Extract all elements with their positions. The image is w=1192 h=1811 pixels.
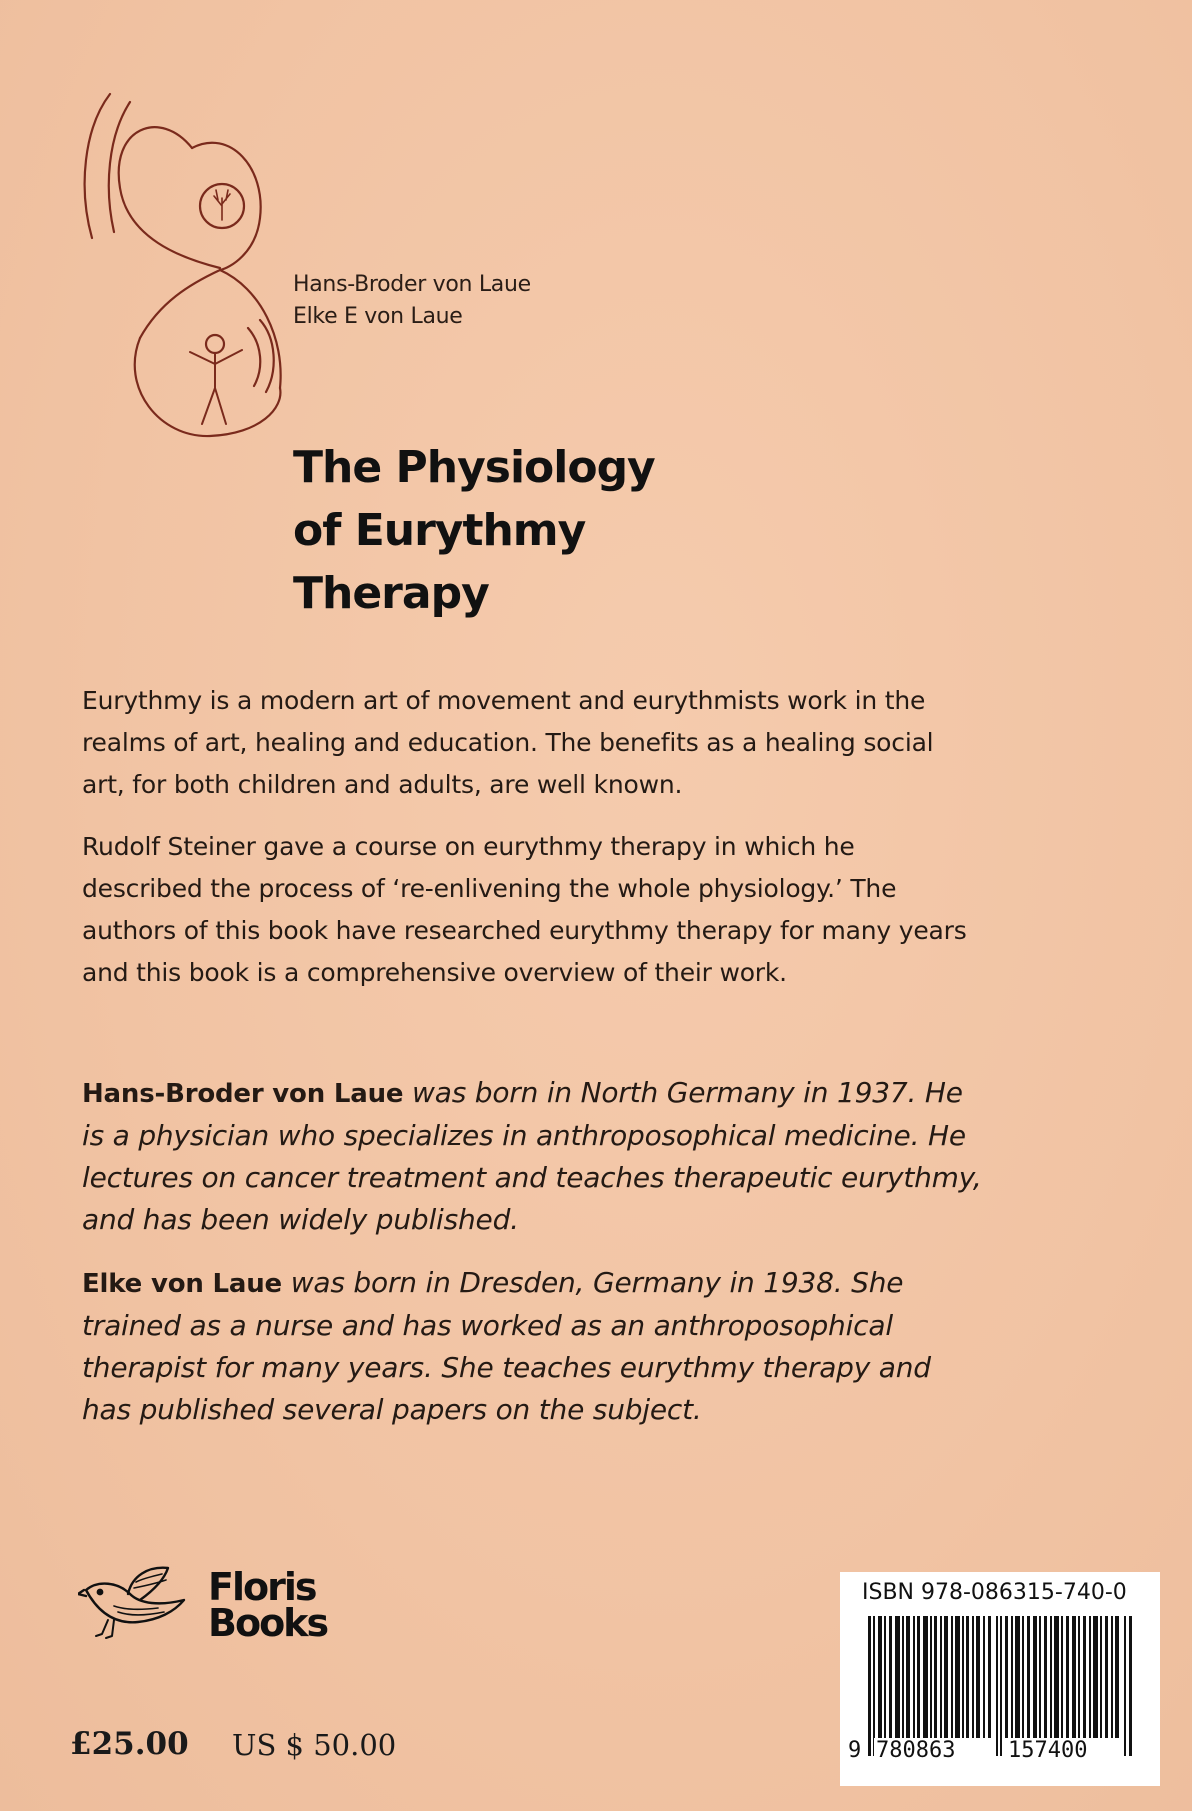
bio-name-2: Elke von Laue	[82, 1269, 282, 1299]
title-line-1: The Physiology	[293, 442, 655, 493]
isbn-barcode	[840, 1572, 1160, 1786]
author-line-2: Elke E von Laue	[293, 304, 463, 329]
title-line-2: of Eurythmy	[293, 505, 586, 556]
bio-text-2: was born in Dresden, Germany in 1938. She trained as a nurse and has worked as an anthroposophical therapist for many years. She teaches eurythmy therapy and has published several papers on the subject.	[82, 1266, 931, 1426]
publisher-name-line-2: Books	[208, 1601, 328, 1645]
publisher-name-line-1: Floris	[208, 1565, 316, 1609]
title-line-3: Therapy	[293, 568, 489, 619]
author-bio-2	[82, 1262, 982, 1431]
eurythmy-figure-logo	[70, 88, 300, 448]
barcode-digit-lead: 9	[848, 1738, 862, 1763]
barcode-digits-left: 780863	[876, 1738, 956, 1763]
barcode-bars	[868, 1616, 1136, 1756]
blurb-paragraph-2: Rudolf Steiner gave a course on eurythmy therapy in which he described the process of ‘re-enlivening the whole physiology.’ The authors of this book have researched eurythmy therapy for many years and this book is a comprehensive overview of their work.	[82, 832, 967, 987]
bio-name-1: Hans-Broder von Laue	[82, 1079, 404, 1109]
barcode-digits-right: 157400	[1008, 1738, 1088, 1763]
floris-bird-logo-icon	[78, 1560, 198, 1640]
bio-text-1: was born in North Germany in 1937. He is a physician who specializes in anthroposophical medicine. He lectures on cancer treatment and teaches therapeutic eurythmy, and has been widely published.	[82, 1076, 982, 1236]
author-line-1: Hans-Broder von Laue	[293, 272, 531, 297]
blurb-paragraph-1: Eurythmy is a modern art of movement and eurythmists work in the realms of art, healing and education. The benefits as a healing social art, for both children and adults, are well known.	[82, 686, 934, 799]
price-gbp: £25.00	[70, 1726, 189, 1762]
author-bio-1	[82, 1072, 982, 1241]
isbn-label: ISBN 978-086315-740-0	[862, 1580, 1127, 1605]
book-title	[293, 436, 655, 625]
price-usd: US $ 50.00	[232, 1728, 397, 1762]
